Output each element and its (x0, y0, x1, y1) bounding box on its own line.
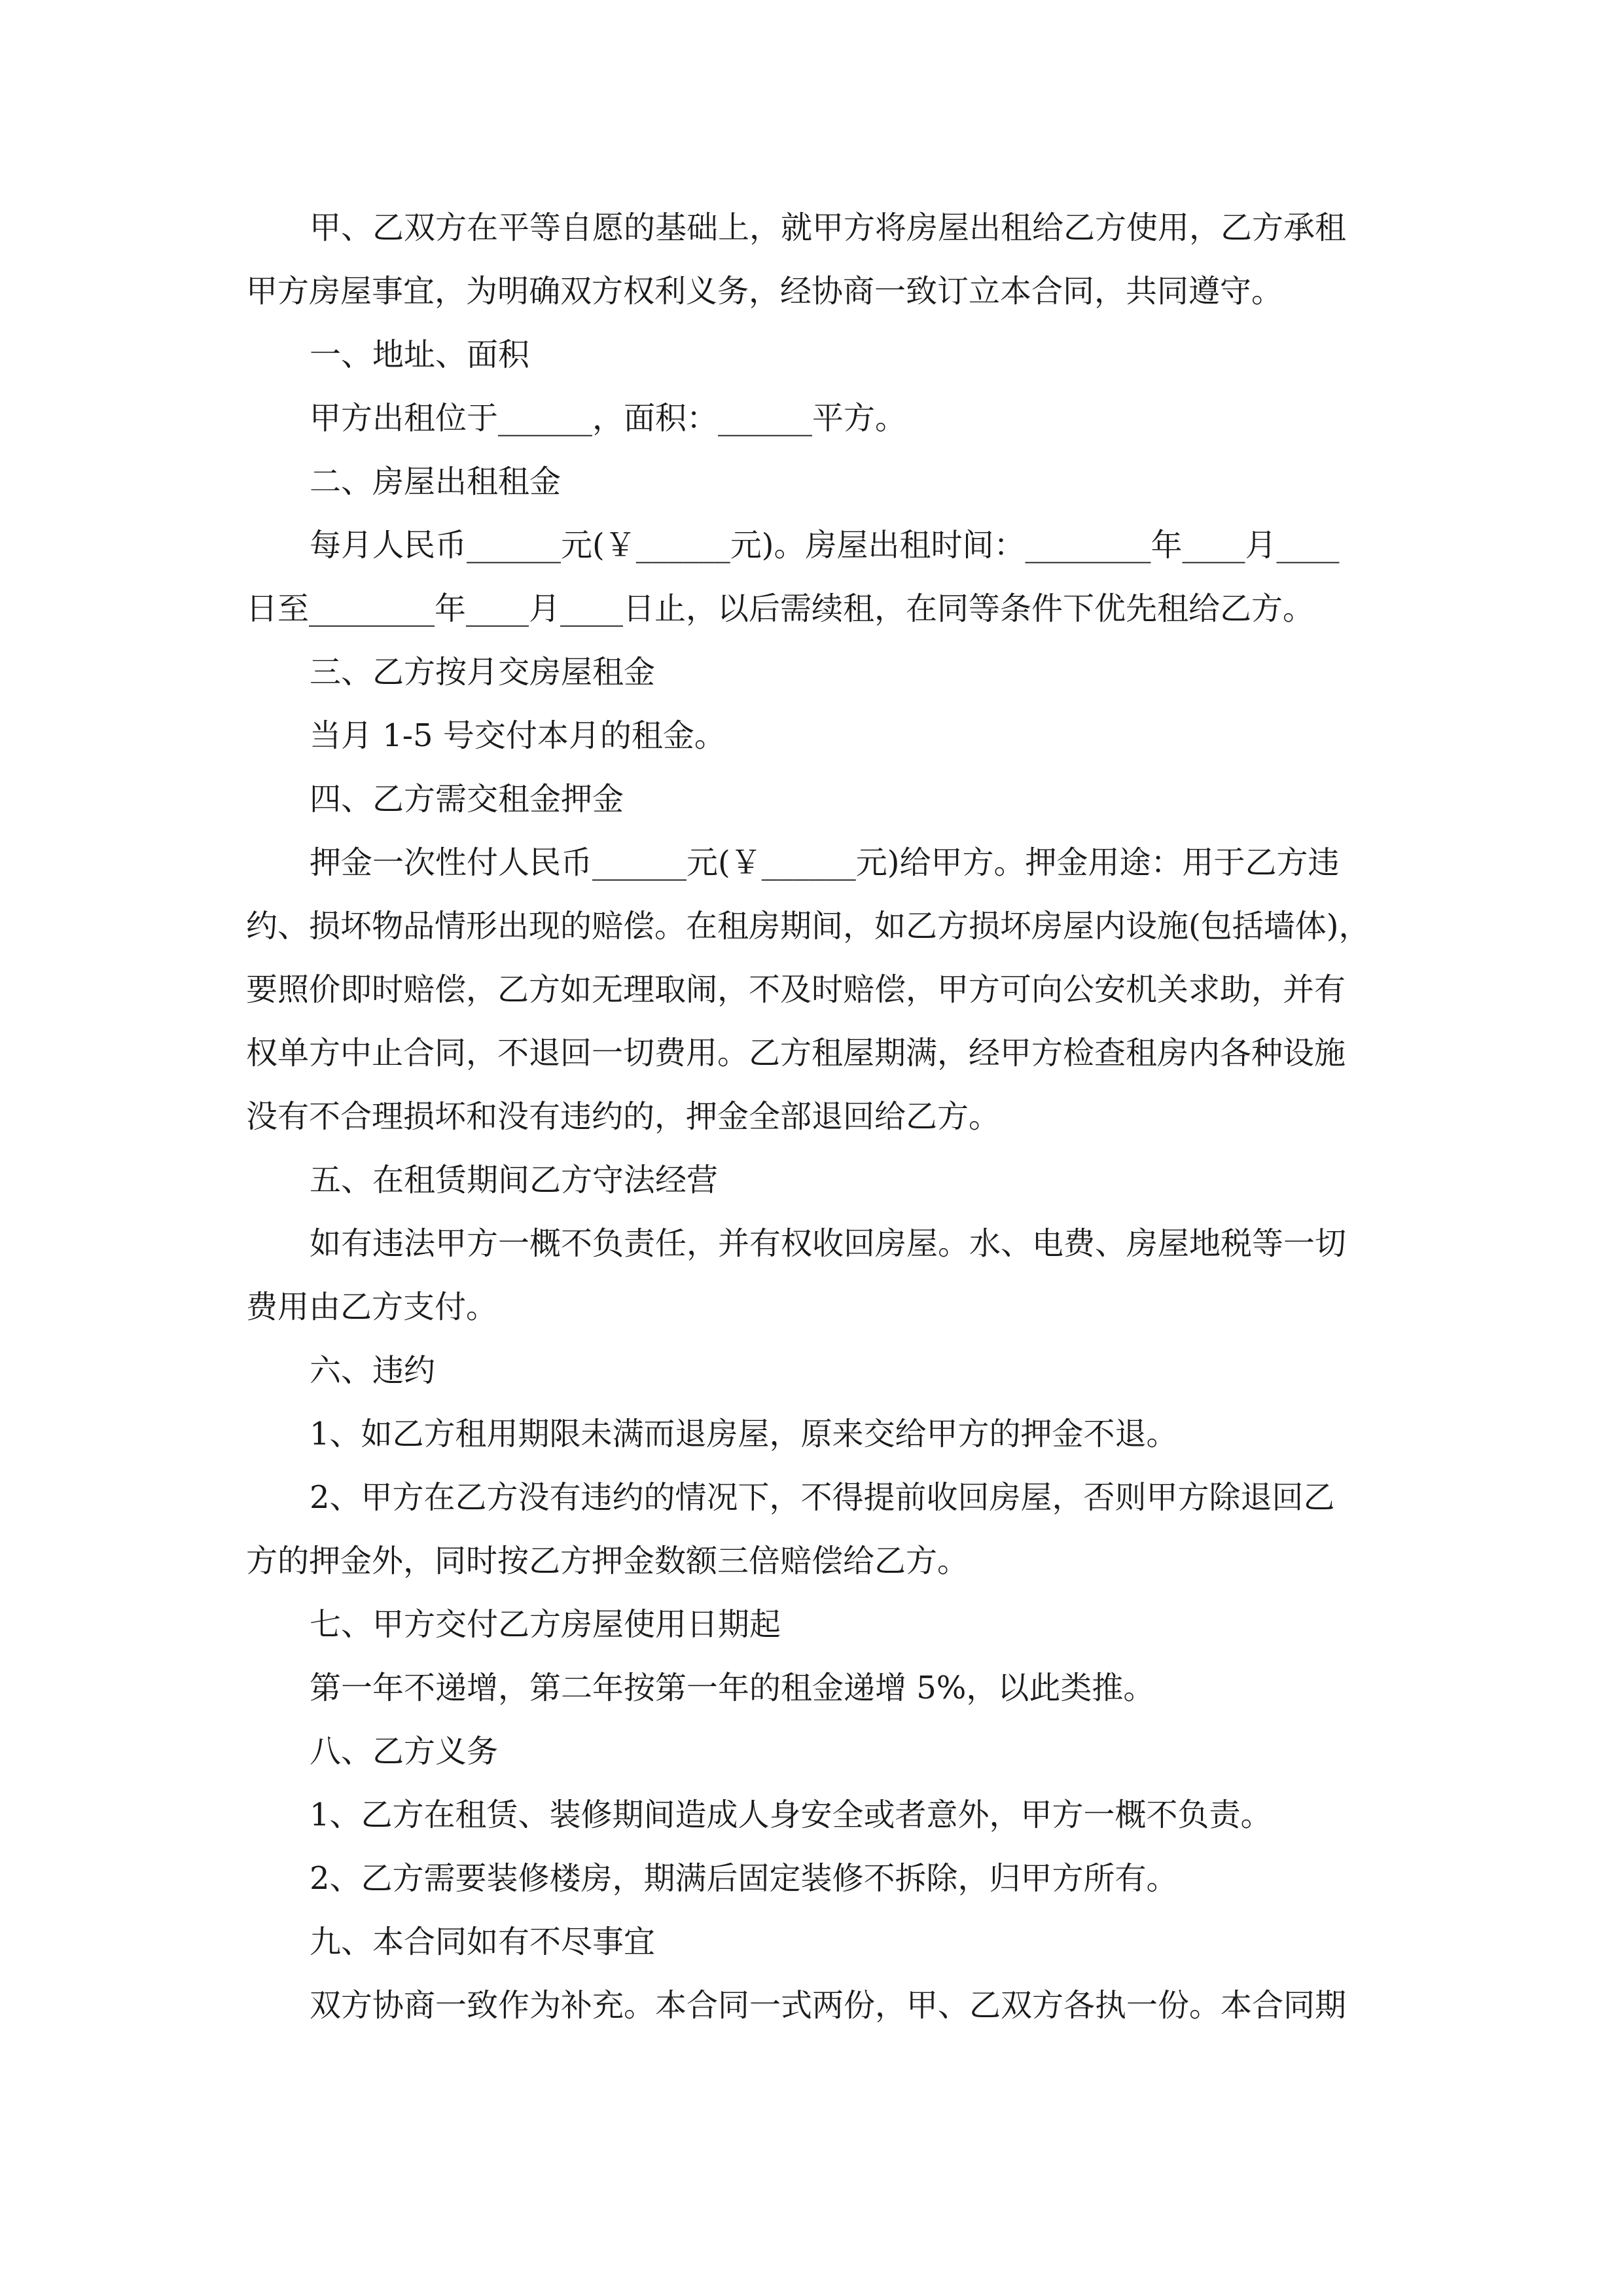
line-11: 押金一次性付人民币______元(￥______元)给甲方。押金用途：用于乙方违 (310, 844, 1340, 881)
line-20: 1、如乙方租用期限未满而退房屋，原来交给甲方的押金不退。 (310, 1416, 1178, 1452)
line-26: 1、乙方在租赁、装修期间造成人身安全或者意外，甲方一概不负责。 (310, 1797, 1272, 1833)
section-2-heading: 二、房屋出租租金 (310, 463, 562, 500)
line-21: 2、甲方在乙方没有违约的情况下，不得提前收回房屋，否则甲方除退回乙 (310, 1479, 1335, 1516)
line-12: 约、损坏物品情形出现的赔偿。在租房期间，如乙方损坏房屋内设施(包括墙体)， (246, 908, 1370, 944)
contract-page (246, 196, 1418, 2037)
line-29: 双方协商一致作为补充。本合同一式两份，甲、乙双方各执一份。本合同期 (310, 1987, 1347, 2024)
section-1-heading: 一、地址、面积 (310, 336, 530, 373)
section-4-heading: 四、乙方需交租金押金 (310, 781, 624, 817)
line-01: 甲、乙双方在平等自愿的基础上，就甲方将房屋出租给乙方使用，乙方承租 (310, 209, 1347, 246)
line-13: 要照价即时赔偿，乙方如无理取闹，不及时赔偿，甲方可向公安机关求助，并有 (246, 971, 1346, 1008)
line-14: 权单方中止合同，不退回一切费用。乙方租屋期满，经甲方检查租房内各种设施 (246, 1035, 1346, 1071)
section-5-heading: 五、在租赁期间乙方守法经营 (310, 1162, 719, 1198)
section-6-heading: 六、违约 (310, 1352, 436, 1389)
section-3-heading: 三、乙方按月交房屋租金 (310, 654, 656, 691)
line-17: 如有违法甲方一概不负责任，并有权收回房屋。水、电费、房屋地税等一切 (310, 1225, 1347, 1262)
line-18: 费用由乙方支付。 (246, 1289, 498, 1325)
line-06: 每月人民币______元(￥______元)。房屋出租时间：________年____月____ (310, 527, 1340, 564)
line-07: 日至________年____月____日止，以后需续租，在同等条件下优先租给乙方。 (246, 590, 1315, 627)
line-15: 没有不合理损坏和没有违约的，押金全部退回给乙方。 (246, 1098, 1001, 1135)
section-7-heading: 七、甲方交付乙方房屋使用日期起 (310, 1606, 781, 1643)
line-02: 甲方房屋事宜，为明确双方权利义务，经协商一致订立本合同，共同遵守。 (246, 273, 1283, 310)
line-24: 第一年不递增，第二年按第一年的租金递增 5%，以此类推。 (310, 1670, 1155, 1706)
line-09: 当月 1-5 号交付本月的租金。 (310, 717, 726, 754)
section-9-heading: 九、本合同如有不尽事宜 (310, 1924, 656, 1960)
line-04: 甲方出租位于______，面积：______平方。 (310, 400, 907, 437)
section-8-heading: 八、乙方义务 (310, 1733, 499, 1770)
line-27: 2、乙方需要装修楼房，期满后固定装修不拆除，归甲方所有。 (310, 1860, 1178, 1897)
line-22: 方的押金外，同时按乙方押金数额三倍赔偿给乙方。 (246, 1543, 969, 1579)
